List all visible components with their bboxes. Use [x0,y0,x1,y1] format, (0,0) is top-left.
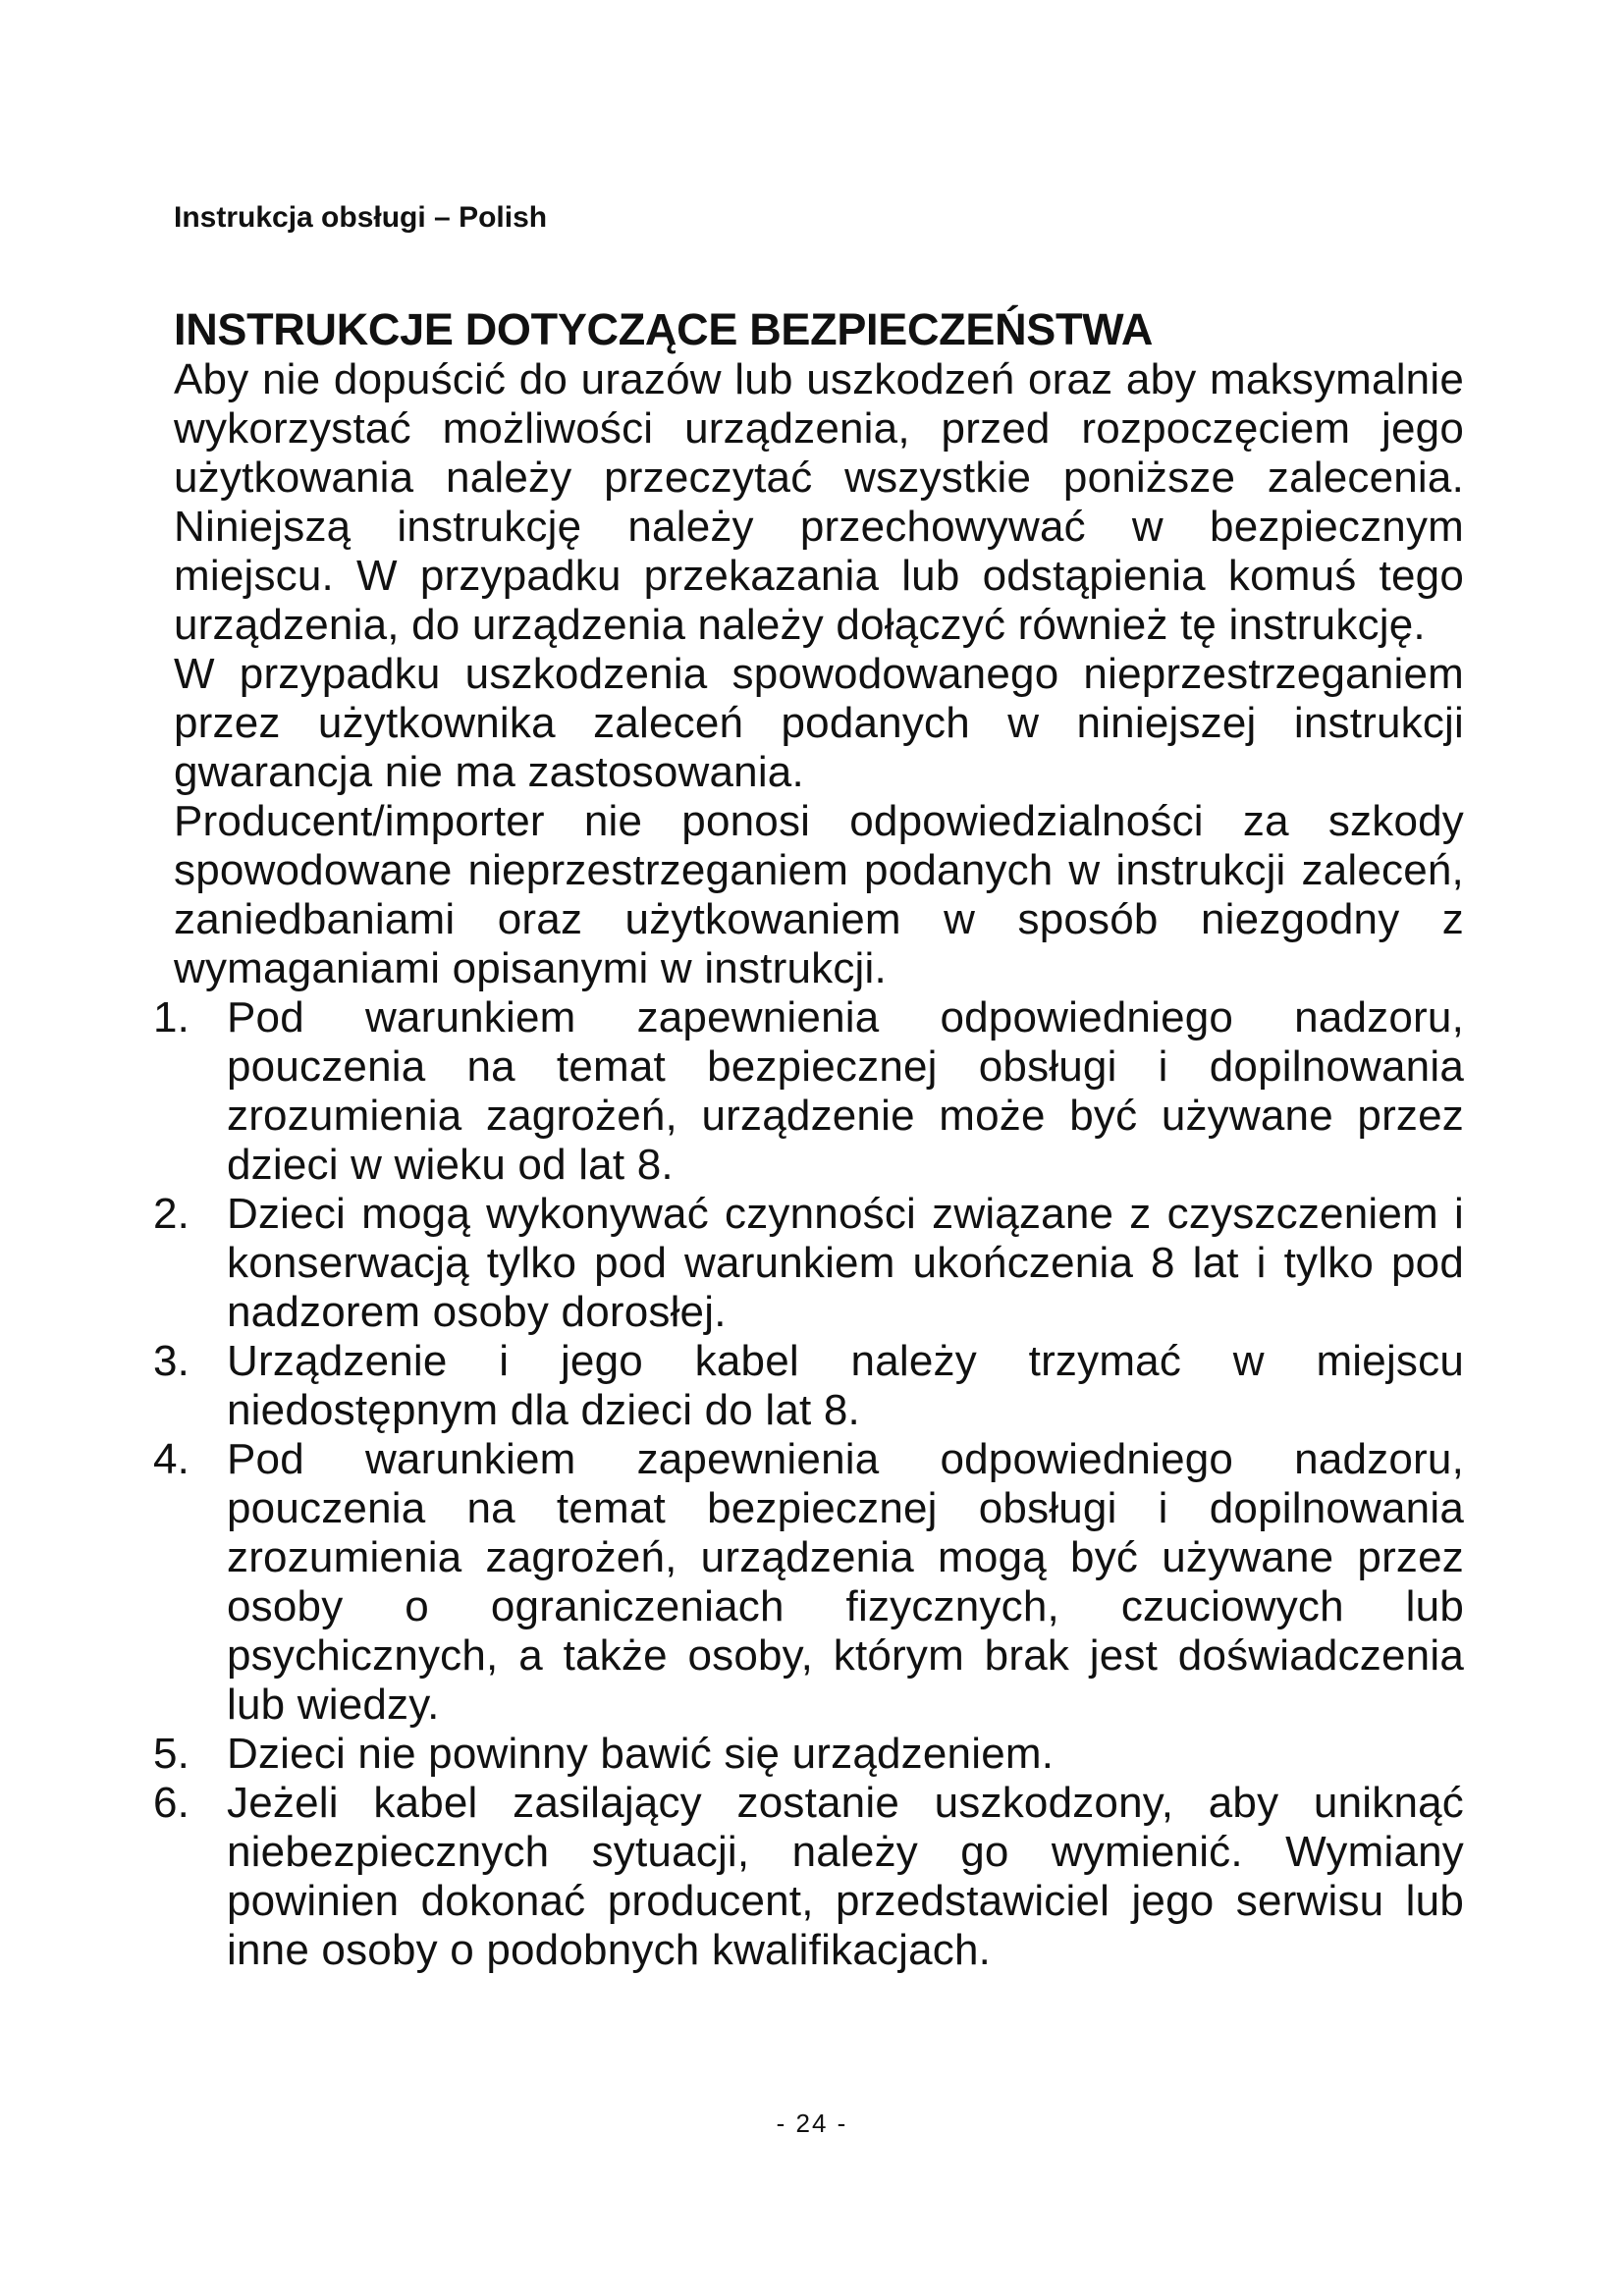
list-item-number: 3. [153,1337,190,1385]
list-item-text: Pod warunkiem zapewnienia odpowiedniego nadzoru, pouczenia na temat bezpiecznej obsługi i dopilnowania zrozumienia zagrożeń, urządzenia mogą być używane przez osoby o ograniczeniach fizycznych, czuciowych lub psychicznych, a także osoby, którym brak jest doświadczenia lub wiedzy. [227,1435,1464,1729]
list-item-text: Jeżeli kabel zasilający zostanie uszkodzony, aby uniknąć niebezpiecznych sytuacji, należy go wymienić. Wymiany powinien dokonać producent, przedstawiciel jego serwisu lub inne osoby o podobnych kwalifikacjach. [227,1779,1464,1974]
safety-section [153,304,1464,1975]
warranty-paragraph: W przypadku uszkodzenia spowodowanego nieprzestrzeganiem przez użytkownika zaleceń podanych w niniejszej instrukcji gwarancja nie ma zastosowania. [174,650,1464,796]
list-item [153,1730,1464,1779]
list-item-text: Pod warunkiem zapewnienia odpowiedniego nadzoru, pouczenia na temat bezpiecznej obsługi i dopilnowania zrozumienia zagrożeń, urządzenie może być używane przez dzieci w wieku od lat 8. [227,993,1464,1189]
list-item-number: 6. [153,1779,190,1827]
list-item-number: 1. [153,993,190,1041]
list-item-number: 5. [153,1730,190,1778]
safety-list [153,993,1464,1975]
list-item [153,993,1464,1190]
list-item-number: 2. [153,1190,190,1238]
intro-paragraph: Aby nie dopuścić do urazów lub uszkodzeń oraz aby maksymalnie wykorzystać możliwości urządzenia, przed rozpoczęciem jego użytkowania należy przeczytać wszystkie poniższe zalecenia. Niniejszą instrukcję należy przechowywać w bezpiecznym miejscu. W przypadku przekazania lub odstąpienia komuś tego urządzenia, do urządzenia należy dołączyć również tę instrukcję. [174,355,1464,649]
list-item [153,1190,1464,1337]
list-item [153,1435,1464,1730]
list-item-text: Dzieci nie powinny bawić się urządzeniem. [227,1730,1055,1778]
list-item-number: 4. [153,1435,190,1483]
liability-paragraph: Producent/importer nie ponosi odpowiedzialności za szkody spowodowane nieprzestrzeganiem podanych w instrukcji zaleceń, zaniedbaniami oraz użytkowaniem w sposób niezgodny z wymaganiami opisanymi w instrukcji. [174,797,1464,992]
page-number: - 24 - [776,2109,848,2138]
list-item-text: Dzieci mogą wykonywać czynności związane z czyszczeniem i konserwacją tylko pod warunkiem ukończenia 8 lat i tylko pod nadzorem osoby dorosłej. [227,1190,1464,1336]
list-item-text: Urządzenie i jego kabel należy trzymać w miejscu niedostępnym dla dzieci do lat 8. [227,1337,1464,1434]
running-header: Instrukcja obsługi – Polish [174,201,548,234]
section-title: INSTRUKCJE DOTYCZĄCE BEZPIECZEŃSTWA [174,304,1154,354]
list-item [153,1779,1464,1975]
list-item [153,1337,1464,1435]
